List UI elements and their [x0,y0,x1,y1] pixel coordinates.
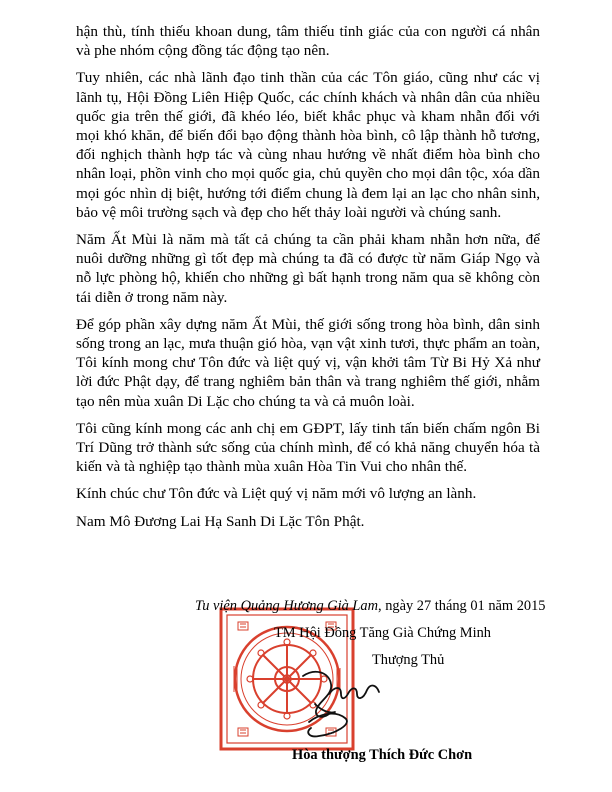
paragraph-6: Kính chúc chư Tôn đức và Liệt quý vị năm mới vô lượng an lành. [76,485,477,503]
signature-name: Hòa thượng Thích Đức Chơn [292,747,473,763]
paragraph-2: Tuy nhiên, các nhà lãnh đạo tinh thần của các Tôn giáo, cũng như các vị lãnh tụ, Hội Đồng Liên Hiệp Quốc, các chính khách và nhân dân của nhiều quốc gia trên thế giới, đã khéo léo, biết khắc phục và kham nhẫn đối với mọi khó khăn, để biến đổi bạo động thành hòa bình, cô lập thành hỗ tương, đối nghịch thành hợp tác và cùng nhau hướng về nhất điểm hòa bình cho nhân loại, phồn vinh cho mọi quốc gia, chủ quyền cho mọi dân tộc, xóa dần mọi góc nhìn dị biệt, hướng tới điểm chung là đem lại an lạc cho nhân sinh, bảo vệ môi trường sạch và đẹp cho hết thảy loài người và chúng sanh. [76,69,540,221]
handwritten-signature [295,664,385,746]
letter-body [76,22,540,539]
paragraph-1: hận thù, tính thiếu khoan dung, tâm thiếu tỉnh giác của con người cá nhân và phe nhóm cộng đồng tác động tạo nên. [76,23,540,60]
signature-place-date [195,597,546,615]
paragraph-3: Năm Ất Mùi là năm mà tất cả chúng ta cần phải kham nhẫn hơn nữa, để nuôi dưỡng những gì tốt đẹp mà chúng ta đã có được từ năm Giáp Ngọ và nỗ lực phòng hộ, khiến cho những gì bất hạnh trong năm qua sẽ không còn tái diễn ở trong năm này. [76,231,540,306]
signature-place: Tu viện Quảng Hương Già Lam [195,598,379,614]
signature-role: Thượng Thủ [372,652,445,668]
paragraph-4: Để góp phần xây dựng năm Ất Mùi, thế giới sống trong hòa bình, dân sinh sống trong an lạc, mưa thuận gió hòa, vạn vật xinh tươi, thực phẩm an toàn, Tôi kính mong chư Tôn đức và liệt quý vị, vận khởi tâm Từ Bi Hỷ Xả như lời đức Phật dạy, để trang nghiêm bản thân và trang nghiêm thế giới, nhằm tạo nên mùa xuân Di Lặc cho chúng ta và cả muôn loài. [76,315,540,410]
signature-org: TM Hội Đồng Tăng Già Chứng Minh [274,625,491,641]
paragraph-5: Tôi cũng kính mong các anh chị em GĐPT, lấy tinh tấn biến chấm ngôn Bi Trí Dũng trở thành sức sống của chính mình, để có khả năng chuyển hóa tà kiến và tà nghiệp tạo thành mùa xuân Hòa Tin Vui cho nhân thế. [76,419,540,476]
signature-date: , ngày 27 tháng 01 năm 2015 [378,598,546,614]
paragraph-7: Nam Mô Đương Lai Hạ Sanh Di Lặc Tôn Phật. [76,512,365,530]
